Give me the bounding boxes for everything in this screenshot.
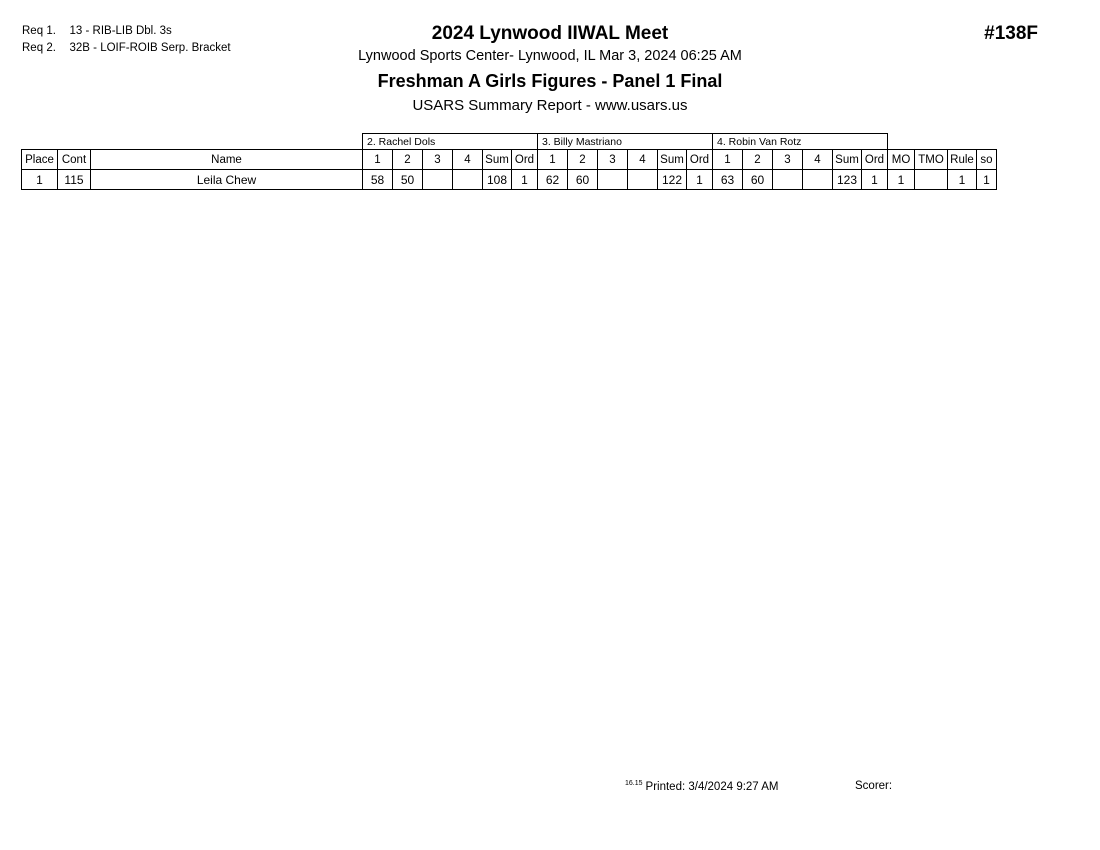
col-header-j2-ord: Ord (687, 150, 713, 170)
col-header-j2-fig2: 2 (568, 150, 598, 170)
col-header-place: Place (22, 150, 58, 170)
cell-j3-fig4 (803, 170, 833, 190)
cell-j3-fig3 (773, 170, 803, 190)
col-header-j3-fig4: 4 (803, 150, 833, 170)
cell-j1-fig2: 50 (393, 170, 423, 190)
venue-datetime: Lynwood Sports Center- Lynwood, IL Mar 3, 2024 06:25 AM (358, 48, 742, 64)
col-header-j1-fig3: 3 (423, 150, 453, 170)
cell-j1-ord: 1 (512, 170, 538, 190)
results-table-wrapper (21, 133, 997, 190)
footer-printed-text: Printed: 3/4/2024 9:27 AM (645, 780, 779, 793)
footer-version: 16.15 (625, 780, 643, 787)
cell-j1-fig3 (423, 170, 453, 190)
col-header-j1-fig4: 4 (453, 150, 483, 170)
judge-band-spacer-right (888, 134, 997, 150)
cell-j3-fig2: 60 (743, 170, 773, 190)
event-title: Freshman A Girls Figures - Panel 1 Final (377, 71, 723, 91)
requirement-text: 13 - RIB-LIB Dbl. 3s (69, 25, 172, 37)
requirement-text: 32B - LOIF-ROIB Serp. Bracket (69, 42, 231, 54)
cell-j2-fig2: 60 (568, 170, 598, 190)
cell-mo: 1 (888, 170, 915, 190)
judge-header-row (22, 134, 997, 150)
cell-rule: 1 (948, 170, 977, 190)
cell-j3-ord: 1 (862, 170, 888, 190)
cell-j1-fig1: 58 (363, 170, 393, 190)
cell-j2-ord: 1 (687, 170, 713, 190)
cell-j2-fig4 (628, 170, 658, 190)
cell-j2-sum: 122 (658, 170, 687, 190)
header-title-block (0, 22, 1100, 116)
cell-cont: 115 (58, 170, 91, 190)
cell-j2-fig1: 62 (538, 170, 568, 190)
cell-so: 1 (977, 170, 997, 190)
col-header-cont: Cont (58, 150, 91, 170)
cell-j1-fig4 (453, 170, 483, 190)
judge-label-1: 2. Rachel Dols (363, 134, 538, 150)
col-header-j3-sum: Sum (833, 150, 862, 170)
col-header-j1-ord: Ord (512, 150, 538, 170)
cell-j2-fig3 (598, 170, 628, 190)
col-header-j1-sum: Sum (483, 150, 512, 170)
col-header-j2-fig1: 1 (538, 150, 568, 170)
col-header-rule: Rule (948, 150, 977, 170)
report-subtitle: USARS Summary Report - www.usars.us (412, 97, 688, 114)
meet-title: 2024 Lynwood IIWAL Meet (431, 23, 669, 44)
requirement-number: 2. (46, 42, 56, 54)
judge-band-spacer (22, 134, 363, 150)
col-header-mo: MO (888, 150, 915, 170)
cell-j3-sum: 123 (833, 170, 862, 190)
col-header-j3-ord: Ord (862, 150, 888, 170)
judge-label-3: 4. Robin Van Rotz (713, 134, 888, 150)
cell-tmo (915, 170, 948, 190)
table-row (22, 170, 997, 190)
footer-printed-block (625, 780, 779, 793)
col-header-j2-sum: Sum (658, 150, 687, 170)
cell-place: 1 (22, 170, 58, 190)
col-header-j2-fig3: 3 (598, 150, 628, 170)
requirement-label: Req (22, 25, 44, 37)
judge-label-2: 3. Billy Mastriano (538, 134, 713, 150)
col-header-j1-fig2: 2 (393, 150, 423, 170)
column-header-row (22, 150, 997, 170)
col-header-j1-fig1: 1 (363, 150, 393, 170)
requirement-number: 1. (46, 25, 56, 37)
col-header-so: so (977, 150, 997, 170)
results-table (21, 133, 997, 190)
cell-skater-name: Leila Chew (91, 170, 363, 190)
col-header-j3-fig2: 2 (743, 150, 773, 170)
cell-j1-sum: 108 (483, 170, 512, 190)
cell-j3-fig1: 63 (713, 170, 743, 190)
requirement-label: Req (22, 42, 44, 54)
col-header-j2-fig4: 4 (628, 150, 658, 170)
col-header-name: Name (91, 150, 363, 170)
footer-scorer-label: Scorer: (855, 780, 893, 792)
col-header-j3-fig1: 1 (713, 150, 743, 170)
col-header-tmo: TMO (915, 150, 948, 170)
col-header-j3-fig3: 3 (773, 150, 803, 170)
heat-number: #138F (984, 23, 1038, 44)
